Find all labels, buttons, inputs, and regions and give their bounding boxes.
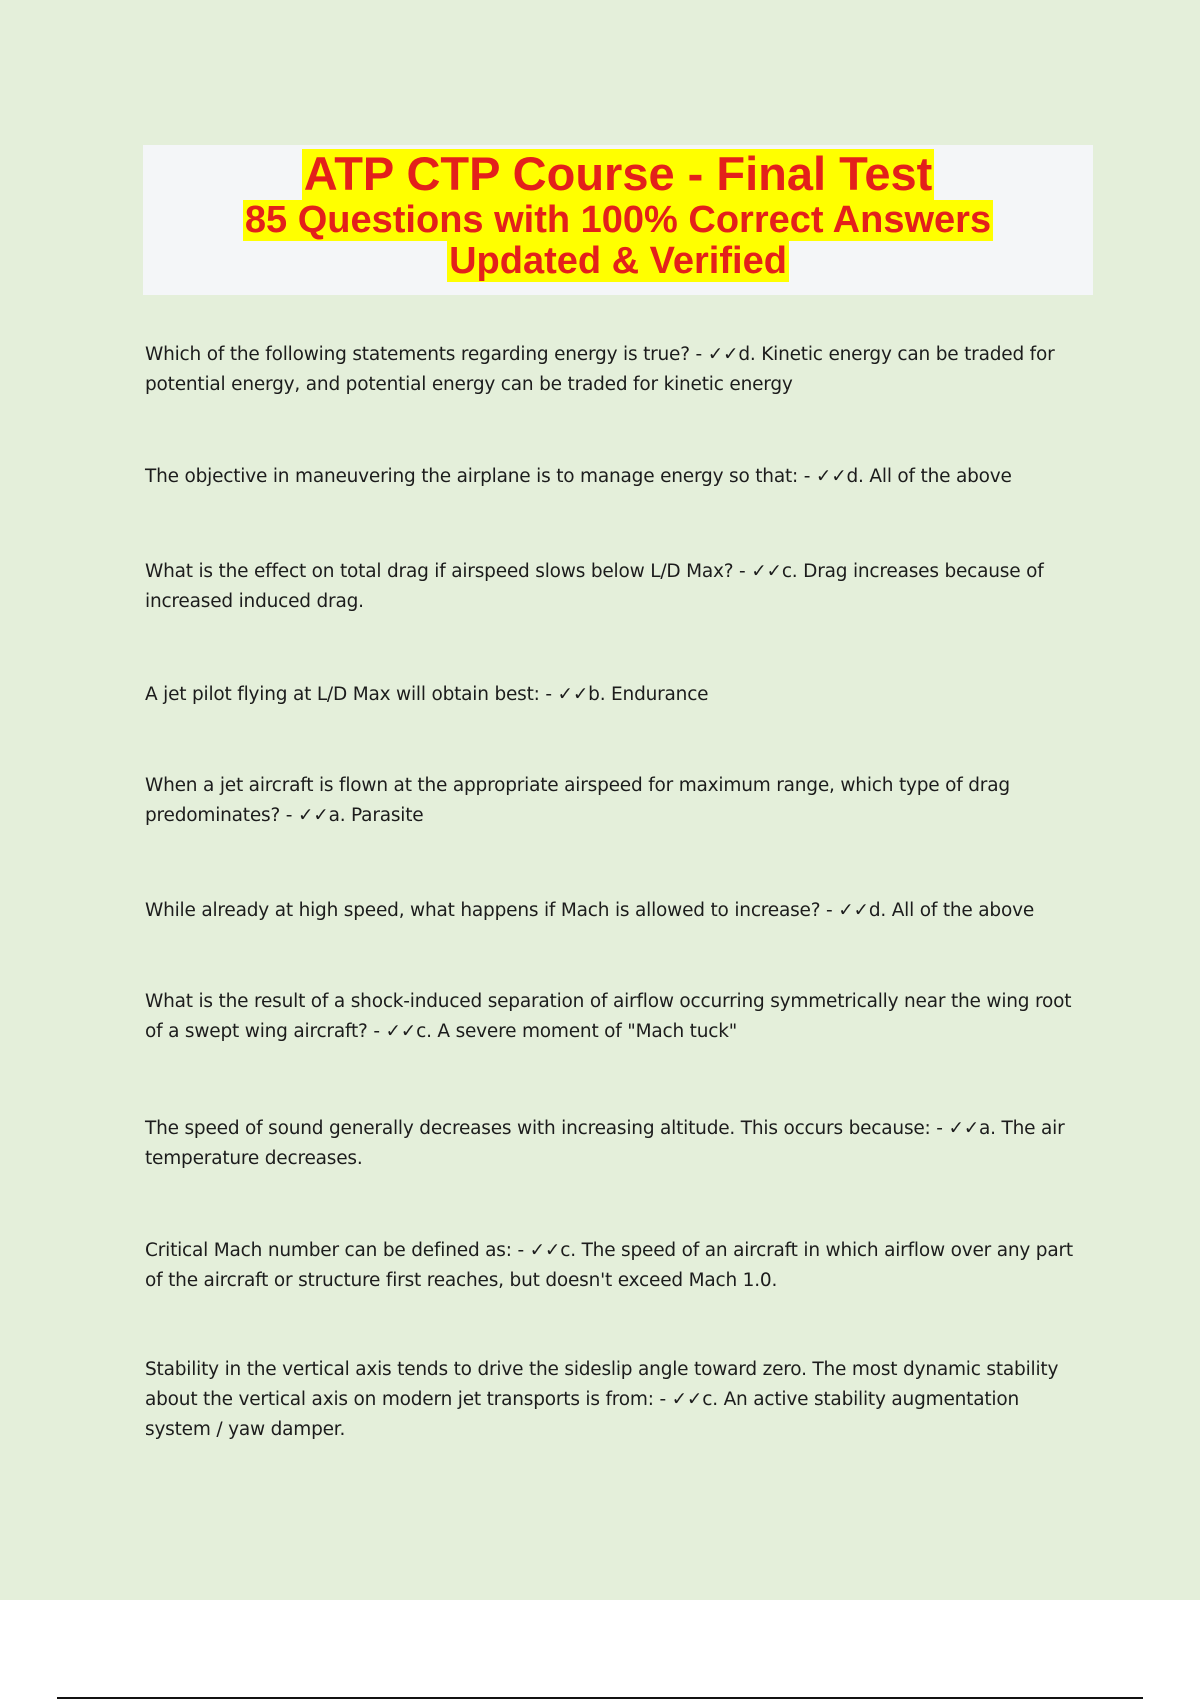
qa-separator: - xyxy=(280,805,298,826)
qa-separator: - xyxy=(733,561,752,582)
qa-separator: - xyxy=(653,1389,672,1410)
double-check-icon: ✓✓ xyxy=(751,561,782,582)
qa-item xyxy=(145,462,1090,492)
double-check-icon: ✓✓ xyxy=(557,684,589,705)
qa-item xyxy=(145,340,1090,400)
document-subtitle-line-1: 85 Questions with 100% Correct Answers xyxy=(244,198,992,241)
question-text: When a jet aircraft is flown at the appropriate airspeed for maximum range, which type of drag predominates? xyxy=(145,775,1010,826)
qa-separator: - xyxy=(539,684,558,705)
answer-text: a. The air temperature decreases. xyxy=(145,1118,1065,1169)
answer-text: d. All of the above xyxy=(846,466,1012,487)
answer-text: c. An active stability augmentation system / yaw damper. xyxy=(145,1389,1019,1440)
answer-text: d. All of the above xyxy=(868,900,1035,921)
qa-item xyxy=(145,987,1090,1047)
double-check-icon: ✓✓ xyxy=(671,1389,703,1410)
qa-separator: - xyxy=(798,466,816,487)
qa-item xyxy=(145,680,1090,710)
question-text: A jet pilot flying at L/D Max will obtain best: xyxy=(145,684,540,705)
question-text: Which of the following statements regarding energy is true? xyxy=(145,344,690,365)
qa-item xyxy=(145,1355,1090,1445)
double-check-icon: ✓✓ xyxy=(385,1021,417,1042)
qa-separator: - xyxy=(511,1240,530,1261)
answer-text: d. Kinetic energy can be traded for potential energy, and potential energy can be traded for kinetic energy xyxy=(145,344,1055,395)
double-check-icon: ✓✓ xyxy=(838,900,869,921)
question-text: The speed of sound generally decreases with increasing altitude. This occurs because: xyxy=(145,1118,931,1139)
question-text: The objective in maneuvering the airplane is to manage energy so that: xyxy=(145,466,799,487)
qa-item xyxy=(145,557,1090,617)
answer-text: b. Endurance xyxy=(588,684,709,705)
question-text: What is the result of a shock-induced separation of airflow occurring symmetrically near the wing root of a swept wing aircraft? xyxy=(145,991,1072,1042)
qa-item xyxy=(145,771,1090,831)
question-text: What is the effect on total drag if airspeed slows below L/D Max? xyxy=(145,561,734,582)
answer-text: c. Drag increases because of increased induced drag. xyxy=(145,561,1044,612)
double-check-icon: ✓✓ xyxy=(948,1118,980,1139)
answer-text: a. Parasite xyxy=(328,805,424,826)
qa-separator: - xyxy=(820,900,839,921)
question-text: Stability in the vertical axis tends to drive the sideslip angle toward zero. The most dynamic stability about the vertical axis on modern jet transports is from: xyxy=(145,1359,1059,1410)
qa-item xyxy=(145,1114,1090,1174)
document-title: ATP CTP Course - Final Test xyxy=(303,147,933,200)
double-check-icon: ✓✓ xyxy=(815,466,847,487)
title-banner xyxy=(143,145,1093,295)
footer-divider xyxy=(57,1697,1143,1699)
qa-item xyxy=(145,1236,1090,1296)
answer-text: c. A severe moment of "Mach tuck" xyxy=(416,1021,738,1042)
double-check-icon: ✓✓ xyxy=(297,805,329,826)
question-text: While already at high speed, what happens if Mach is allowed to increase? xyxy=(145,900,821,921)
document-subtitle-line-2: Updated & Verified xyxy=(449,239,787,282)
question-text: Critical Mach number can be defined as: xyxy=(145,1240,512,1261)
double-check-icon: ✓✓ xyxy=(707,344,739,365)
qa-separator: - xyxy=(689,344,708,365)
answer-text: c. The speed of an aircraft in which airflow over any part of the aircraft or structure first reaches, but doesn't exceed Mach 1.0. xyxy=(145,1240,1073,1291)
qa-separator: - xyxy=(367,1021,386,1042)
qa-item xyxy=(145,896,1090,926)
double-check-icon: ✓✓ xyxy=(529,1240,561,1261)
qa-separator: - xyxy=(930,1118,949,1139)
